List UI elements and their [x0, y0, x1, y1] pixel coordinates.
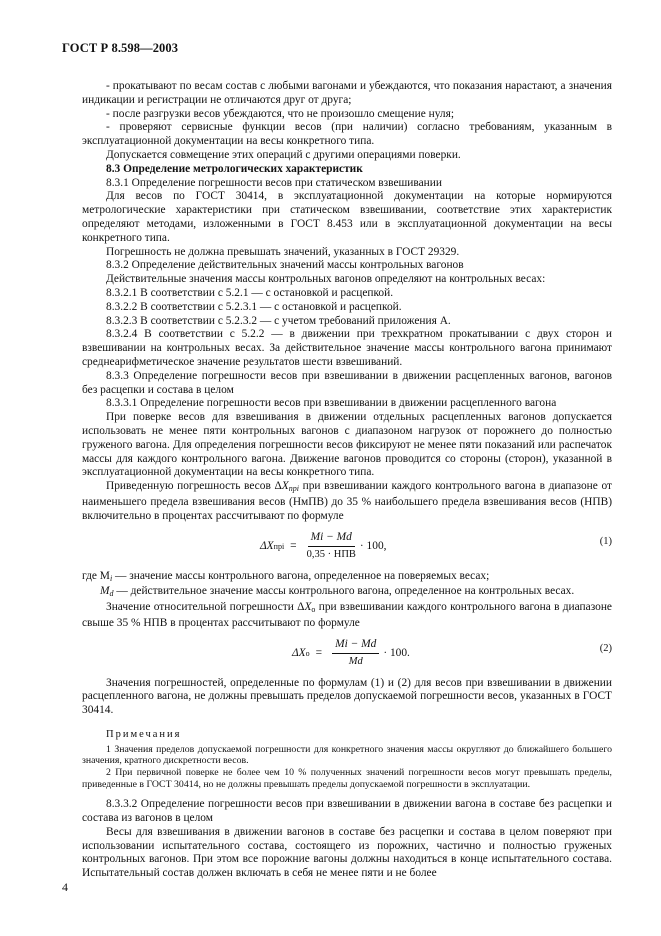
formula-number: (1) [599, 535, 612, 547]
formula-tail: · 100. [383, 646, 410, 659]
paragraph: Погрешность не должна превышать значений, указанных в ГОСТ 29329. [106, 245, 460, 258]
paragraph: Весы для взвешивания в движении вагонов в составе без расцепки и состава в целом поверяют при использовании испытательного состава, состоящего из порожних, частично и полностью груженых контрольных вагонов. При этом все порожние вагоны должны находиться в конце испытательного состава. Испытательный состав должен включать в себя не менее пяти и не более [82, 825, 612, 880]
symbol-subscript: i [109, 573, 113, 583]
list-item: 8.3.2.1 В соответствии с 5.2.1 — с остановкой и расцепкой. [106, 286, 394, 299]
paragraph [82, 601, 612, 631]
symbol: X [304, 601, 312, 614]
inline-text: при взвешивании каждого контрольного вагона в диапазоне от наименьшего предела взвешивания весов (НмПВ) до 35 % наибольшего предела взвешивания весов (НПВ) включительно в процентах рассчитывают по формуле [82, 480, 612, 522]
where-clause [82, 585, 612, 601]
formula-eq: = [290, 539, 297, 552]
formula-fraction [307, 531, 356, 562]
inline-text: Приведенную погрешность весов Δ [106, 480, 282, 493]
inline-text: при взвешивании каждого контрольного вагона в диапазоне свыше 35 % НПВ в процентах рассчитывают по формуле [82, 601, 612, 629]
formula-1 [82, 527, 612, 567]
formula-tail: · 100, [359, 539, 387, 552]
formula-fraction [332, 638, 379, 669]
paragraph: - после разгрузки весов убеждаются, что не произошло смещение нуля; [106, 107, 454, 120]
inline-text: — действительное значение массы контрольного вагона, определенное на контрольных весах. [116, 585, 575, 598]
formula-lhs-sub: прi [273, 541, 285, 551]
subsection-heading: 8.3.3.1 Определение погрешности весов при взвешивании в движении расцепленного вагона [106, 397, 557, 410]
list-item: 8.3.2.3 В соответствии с 5.2.3.2 — с учетом требований приложения А. [106, 314, 451, 327]
section-heading: 8.3 Определение метрологических характеристик [106, 162, 363, 175]
list-item: 8.3.2.2 В соответствии с 5.2.3.1 — с остановкой и расцепкой. [106, 300, 402, 313]
formula-eq: = [315, 646, 323, 659]
formula-denominator: 0,35 · НПВ [306, 549, 356, 560]
formula-lhs: ΔX [292, 646, 306, 659]
symbol-subscript: прi [288, 484, 299, 494]
subsection-heading: 8.3.2 Определение действительных значений массы контрольных вагонов [106, 259, 464, 272]
formula-denominator: Md [348, 656, 363, 668]
document-body [82, 80, 612, 881]
page-number: 4 [62, 880, 68, 894]
subsection-heading: 8.3.3.2 Определение погрешности весов при взвешивании в движении вагона в составе без расцепки и состава из вагонов в целом [82, 798, 612, 825]
subsection-heading: 8.3.3 Определение погрешности весов при взвешивании в движении расцепленных вагонов, вагонов без расцепки и состава в целом [82, 369, 612, 396]
inline-text: — значение массы контрольного вагона, определенное на поверяемых весах; [115, 569, 490, 582]
symbol-subscript: d [109, 589, 114, 599]
note-item: 1 Значения пределов допускаемой погрешности для конкретного значения массы округляют до ближайшего большего значения, кратного дискретности весов. [82, 743, 612, 767]
note-item: 2 При первичной поверке не более чем 10 % полученных значений погрешности весов могут превышать пределы, приведенные в ГОСТ 30414, но не должны превышать пределы допускаемой погрешности в эксплуатации. [82, 767, 612, 790]
paragraph: Для весов по ГОСТ 30414, в эксплуатационной документации на которые нормируются метрологические характеристики при статическом взвешивании, соответствие этих характеристик определяют методами, изложенными в ГОСТ 8.453 или в эксплуатационной документации на весы конкретного типа. [82, 190, 612, 244]
paragraph: - проверяют сервисные функции весов (при наличии) согласно требованиям, указанным в эксплуатационной документации на весы конкретного типа. [82, 121, 612, 148]
formula-number: (2) [599, 642, 612, 654]
paragraph: Значения погрешностей, определенные по формулам (1) и (2) для весов при взвешивании в движении расцепленного вагона, не должны превышать пределов допускаемой погрешности весов, указанных в ГОСТ 30414. [82, 676, 612, 717]
document-header: ГОСТ Р 8.598—2003 [62, 41, 179, 55]
paragraph [82, 480, 612, 523]
formula-lhs-sub: о [305, 648, 310, 658]
paragraph: Действительные значения массы контрольных вагонов определяют на контрольных весах: [106, 273, 546, 286]
paragraph: При поверке весов для взвешивания в движении отдельных расцепленных вагонов допускается использовать не менее пяти контрольных вагонов с диапазоном нагрузок от порожнего до полностью груженого вагона. Для определения погрешности весов фиксируют не менее пяти показаний или распечаток массы для каждого контрольного вагона. Движение вагонов проводится со стороны (сторон), указанной в эксплуатационной документации на весы конкретного типа. [82, 411, 612, 479]
list-item: 8.3.2.4 В соответствии с 5.2.2 — в движении при трехкратном прокатывании с двух сторон и взвешивании на контрольных весах. За действительное значение массы контрольного вагона принимают среднеарифметическое значение результатов шести взвешиваний. [82, 328, 612, 368]
where-clause [82, 570, 612, 586]
inline-text: Значение относительной погрешности Δ [106, 601, 305, 614]
inline-text: где M [82, 569, 110, 582]
paragraph: - прокатывают по весам состав с любыми вагонами и убеждаются, что показания нарастают, а значения индикации и регистрации не отличаются друг от друга; [82, 80, 612, 106]
symbol: X [281, 480, 289, 493]
notes-title: Примечания [106, 729, 182, 741]
subsection-heading: 8.3.1 Определение погрешности весов при статическом взвешивании [106, 176, 442, 189]
paragraph: Допускается совмещение этих операций с другими операциями поверки. [106, 148, 461, 161]
formula-numerator: Mi − Md [308, 531, 355, 547]
symbol-subscript: о [311, 605, 316, 615]
inline-text: M [100, 585, 110, 598]
formula-numerator: Mi − Md [332, 638, 379, 654]
formula-2 [82, 634, 612, 674]
formula-lhs: ΔX [260, 539, 274, 552]
